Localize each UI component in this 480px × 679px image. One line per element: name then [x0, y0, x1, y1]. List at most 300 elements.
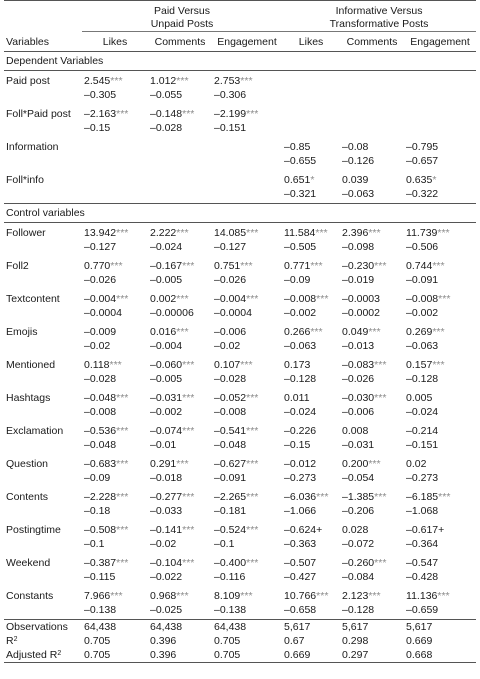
standard-error-cell: –0.321	[284, 188, 317, 200]
standard-error-cell: –1.066	[284, 505, 317, 517]
coefficient-cell	[148, 289, 212, 306]
coefficient-value: 0.016	[150, 326, 177, 338]
coefficient-cell	[340, 421, 404, 438]
significance-stars: ***	[316, 590, 329, 602]
standard-error-cell: –0.002	[284, 307, 317, 319]
coefficient-value: 0.118	[84, 359, 110, 371]
significance-stars: ***	[246, 392, 259, 404]
coefficient-value: –0.141	[150, 524, 183, 536]
coefficient-cell	[340, 104, 404, 121]
significance-stars: *	[432, 174, 437, 186]
footer-value: 0.396	[150, 635, 177, 647]
significance-stars: ***	[374, 359, 387, 371]
standard-error-cell: –0.00006	[150, 307, 194, 319]
coefficient-value: 0.200	[342, 458, 369, 470]
standard-error-cell: –0.151	[214, 122, 247, 134]
variable-name: Information	[6, 141, 59, 153]
significance-stars: ***	[182, 425, 195, 437]
significance-stars: ***	[316, 491, 329, 503]
coefficient-value: –0.624+	[284, 524, 323, 536]
significance-stars: ***	[374, 557, 387, 569]
significance-stars: ***	[368, 326, 381, 338]
variable-name: Contents	[6, 491, 49, 503]
coefficient-value: 2.396	[342, 227, 369, 239]
coefficient-cell	[404, 355, 476, 372]
standard-error-cell: –0.655	[284, 155, 317, 167]
coefficient-value: 0.770	[84, 260, 111, 272]
standard-error-cell: –0.02	[150, 538, 177, 550]
coefficient-value: –0.031	[150, 392, 183, 404]
standard-error-cell: –0.005	[150, 373, 183, 385]
table-row-se	[4, 306, 476, 322]
standard-error-cell: –0.091	[406, 274, 439, 286]
standard-error-cell: –0.18	[84, 505, 111, 517]
table-row-se	[4, 240, 476, 256]
coefficient-value: 1.012	[150, 75, 177, 87]
significance-stars: ***	[116, 491, 129, 503]
table-row-se	[4, 154, 476, 170]
coefficient-cell	[212, 454, 282, 471]
coefficient-value: 11.136	[406, 590, 438, 602]
coefficient-value: –0.617+	[406, 524, 445, 536]
significance-stars: ***	[116, 458, 129, 470]
variable-name: Follower	[6, 227, 46, 239]
coefficient-value: –0.627	[214, 458, 247, 470]
significance-stars: ***	[437, 227, 450, 239]
significance-stars: ***	[246, 491, 259, 503]
table-row	[4, 137, 476, 154]
coefficient-value: –0.074	[150, 425, 183, 437]
table-row	[4, 586, 476, 603]
variable-name: Foll2	[6, 260, 29, 272]
se-label-blank	[4, 471, 82, 487]
coefficient-cell	[212, 553, 282, 570]
coefficient-value: –0.167	[150, 260, 183, 272]
standard-error-cell: –0.091	[214, 472, 247, 484]
coefficient-cell	[82, 322, 148, 339]
standard-error-cell: –0.026	[84, 274, 117, 286]
table-row-se	[4, 88, 476, 104]
variable-name: Hashtags	[6, 392, 51, 404]
footer-row	[4, 648, 476, 663]
footer-label	[4, 620, 82, 635]
coefficient-cell	[340, 322, 404, 339]
coefficient-cell	[148, 104, 212, 121]
standard-error-cell: –0.127	[84, 241, 117, 253]
standard-error-cell	[212, 187, 282, 204]
footer-value: 5,617	[406, 621, 433, 633]
coefficient-cell	[404, 421, 476, 438]
footer-value: 5,617	[284, 621, 311, 633]
coefficient-value: –0.083	[342, 359, 375, 371]
standard-error-cell: –0.002	[150, 406, 183, 418]
standard-error-cell: –0.022	[150, 571, 183, 583]
coefficient-value: 0.291	[150, 458, 177, 470]
standard-error-cell: –0.15	[84, 122, 111, 134]
footer-value: 64,438	[84, 621, 117, 633]
coefficient-value: 2.123	[342, 590, 369, 602]
standard-error-cell: –0.181	[214, 505, 247, 517]
group-header-informative	[282, 1, 476, 32]
standard-error-cell: –0.008	[214, 406, 247, 418]
coefficient-value: 7.966	[84, 590, 111, 602]
coefficient-cell	[148, 520, 212, 537]
coefficient-cell	[148, 137, 212, 154]
standard-error-cell	[282, 121, 340, 137]
standard-error-cell: –0.115	[84, 571, 116, 583]
coefficient-value: –0.009	[84, 326, 117, 338]
coefficient-cell	[212, 223, 282, 241]
significance-stars: ***	[116, 227, 129, 239]
coefficient-cell	[404, 487, 476, 504]
standard-error-cell: –0.028	[214, 373, 247, 385]
table-body	[4, 52, 476, 663]
standard-error-cell	[404, 88, 476, 104]
significance-stars: ***	[316, 293, 329, 305]
coefficient-cell	[404, 223, 476, 241]
coefficient-value: 0.635	[406, 174, 433, 186]
standard-error-cell: –0.013	[342, 340, 375, 352]
significance-stars: ***	[110, 590, 123, 602]
coefficient-cell	[340, 256, 404, 273]
coefficient-cell	[212, 388, 282, 405]
coefficient-value: –0.230	[342, 260, 375, 272]
se-label-blank	[4, 570, 82, 586]
significance-stars: ***	[246, 293, 259, 305]
footer-value: 5,617	[342, 621, 369, 633]
coefficient-value: –0.148	[150, 108, 183, 120]
se-label-blank	[4, 121, 82, 137]
significance-stars: ***	[116, 108, 129, 120]
coefficient-cell	[404, 520, 476, 537]
coefficient-value: 0.269	[406, 326, 433, 338]
coefficient-value: 0.266	[284, 326, 311, 338]
footer-value: 0.67	[284, 635, 305, 647]
coefficient-cell	[340, 520, 404, 537]
coefficient-cell	[282, 421, 340, 438]
significance-stars: ***	[246, 557, 259, 569]
standard-error-cell: –1.068	[406, 505, 439, 517]
standard-error-cell: –0.025	[150, 604, 183, 616]
significance-stars: ***	[182, 491, 195, 503]
significance-stars: ***	[176, 458, 189, 470]
se-label-blank	[4, 306, 82, 322]
coefficient-value: –2.163	[84, 108, 117, 120]
group2-line2: Transformative Posts	[329, 18, 429, 30]
coefficient-value: 0.751	[214, 260, 241, 272]
coefficient-value: 0.028	[342, 524, 369, 536]
significance-stars: ***	[437, 590, 450, 602]
coefficient-value: –0.030	[342, 392, 375, 404]
se-label-blank	[4, 603, 82, 620]
coefficient-cell	[282, 170, 340, 187]
footer-row	[4, 620, 476, 635]
table-row-se	[4, 603, 476, 620]
variable-name: Question	[6, 458, 49, 470]
coefficient-cell	[82, 289, 148, 306]
significance-stars: ***	[438, 491, 451, 503]
significance-stars: ***	[240, 359, 253, 371]
coefficient-cell	[282, 289, 340, 306]
footer-value: 64,438	[150, 621, 183, 633]
significance-stars: ***	[182, 108, 195, 120]
table-row	[4, 355, 476, 372]
table-row-se	[4, 405, 476, 421]
coefficient-cell	[340, 71, 404, 89]
col-header-engagement-1: Engagement	[217, 36, 277, 48]
significance-stars: ***	[310, 260, 323, 272]
significance-stars: ***	[374, 260, 387, 272]
significance-stars: ***	[182, 260, 195, 272]
standard-error-cell: –0.008	[84, 406, 117, 418]
standard-error-cell: –0.206	[342, 505, 375, 517]
coefficient-value: 11.739	[406, 227, 438, 239]
coefficient-cell	[148, 256, 212, 273]
footer-value: 0.705	[84, 635, 111, 647]
coefficient-value: 2.222	[150, 227, 177, 239]
coefficient-value: –0.400	[214, 557, 247, 569]
standard-error-cell: –0.15	[284, 439, 311, 451]
coefficient-cell	[282, 104, 340, 121]
table-row-se	[4, 471, 476, 487]
coefficient-cell	[212, 421, 282, 438]
coefficient-cell	[212, 355, 282, 372]
footer-value: 0.705	[214, 649, 241, 661]
significance-stars: ***	[182, 392, 195, 404]
coefficient-cell	[212, 322, 282, 339]
standard-error-cell: –0.657	[406, 155, 439, 167]
standard-error-cell: –0.09	[84, 472, 111, 484]
standard-error-cell: –0.1	[214, 538, 235, 550]
coefficient-cell	[148, 223, 212, 241]
table-row	[4, 223, 476, 241]
coefficient-cell	[340, 289, 404, 306]
group2-line1: Informative Versus	[335, 5, 423, 17]
significance-stars: ***	[116, 392, 129, 404]
coefficient-value: 0.02	[406, 458, 427, 470]
significance-stars: ***	[240, 260, 253, 272]
footer-value: 0.298	[342, 635, 369, 647]
coefficient-cell	[282, 71, 340, 89]
coefficient-cell	[148, 487, 212, 504]
coefficient-value: –0.104	[150, 557, 183, 569]
coefficient-value: –0.508	[84, 524, 117, 536]
variable-name: Mentioned	[6, 359, 56, 371]
variable-name: Textcontent	[6, 293, 60, 305]
table-row-se	[4, 187, 476, 204]
coefficient-cell	[82, 170, 148, 187]
footer-value: 0.705	[214, 635, 241, 647]
standard-error-cell: –0.128	[342, 604, 375, 616]
coefficient-value: –0.006	[214, 326, 247, 338]
significance-stars: ***	[246, 108, 259, 120]
standard-error-cell: –0.024	[284, 406, 317, 418]
table-row-se	[4, 504, 476, 520]
standard-error-cell: –0.305	[84, 89, 117, 101]
standard-error-cell: –0.273	[284, 472, 317, 484]
coefficient-value: –0.536	[84, 425, 117, 437]
coefficient-cell	[212, 289, 282, 306]
table-row	[4, 104, 476, 121]
significance-stars: ***	[368, 458, 381, 470]
table-row	[4, 553, 476, 570]
standard-error-cell: –0.054	[342, 472, 375, 484]
se-label-blank	[4, 187, 82, 204]
standard-error-cell: –0.024	[150, 241, 183, 253]
standard-error-cell	[404, 121, 476, 137]
coefficient-cell	[148, 355, 212, 372]
coefficient-cell	[340, 223, 404, 241]
table-row-se	[4, 570, 476, 586]
coefficient-cell	[282, 553, 340, 570]
coefficient-cell	[82, 388, 148, 405]
coefficient-value: 2.545	[84, 75, 111, 87]
coefficient-value: –0.547	[406, 557, 439, 569]
coefficient-cell	[148, 388, 212, 405]
regression-table	[4, 0, 476, 663]
footer-value: 0.668	[406, 649, 433, 661]
coefficient-cell	[404, 71, 476, 89]
significance-stars: ***	[432, 326, 445, 338]
coefficient-cell	[148, 553, 212, 570]
coefficient-cell	[212, 137, 282, 154]
coefficient-value: –1.385	[342, 491, 375, 503]
variable-name: Exclamation	[6, 425, 64, 437]
footer-label-text: R	[6, 635, 14, 647]
coefficient-value: 0.008	[342, 425, 369, 437]
coefficient-cell	[212, 586, 282, 603]
footer-label-text: Observations	[6, 621, 68, 633]
standard-error-cell: –0.019	[342, 274, 375, 286]
se-label-blank	[4, 273, 82, 289]
standard-error-cell: –0.033	[150, 505, 183, 517]
variable-name: Postingtime	[6, 524, 61, 536]
footer-value: 0.669	[406, 635, 433, 647]
se-label-blank	[4, 504, 82, 520]
standard-error-cell: –0.363	[284, 538, 317, 550]
standard-error-cell: –0.505	[284, 241, 317, 253]
significance-stars: ***	[374, 392, 387, 404]
coefficient-cell	[212, 170, 282, 187]
footer-value: 0.705	[84, 649, 111, 661]
variables-header: Variables	[6, 35, 49, 48]
table-row-se	[4, 537, 476, 553]
table-row	[4, 388, 476, 405]
standard-error-cell: –0.028	[150, 122, 183, 134]
coefficient-cell	[212, 104, 282, 121]
standard-error-cell: –0.026	[214, 274, 247, 286]
coefficient-value: –6.185	[406, 491, 439, 503]
table-row-se	[4, 121, 476, 137]
standard-error-cell: –0.048	[214, 439, 247, 451]
coefficient-value: –0.387	[84, 557, 117, 569]
table-row	[4, 454, 476, 471]
coefficient-value: 0.049	[342, 326, 369, 338]
group-header-paid	[82, 1, 282, 32]
coefficient-cell	[282, 137, 340, 154]
standard-error-cell: –0.024	[406, 406, 439, 418]
significance-stars: ***	[116, 557, 129, 569]
standard-error-cell: –0.116	[214, 571, 246, 583]
standard-error-cell: –0.072	[342, 538, 375, 550]
column-header-row	[4, 32, 476, 52]
significance-stars: ***	[176, 590, 189, 602]
coefficient-cell	[82, 223, 148, 241]
standard-error-cell	[282, 88, 340, 104]
standard-error-cell: –0.028	[84, 373, 117, 385]
coefficient-cell	[404, 289, 476, 306]
significance-stars: ***	[116, 524, 129, 536]
significance-stars: ***	[110, 260, 123, 272]
coefficient-value: 0.002	[150, 293, 177, 305]
coefficient-value: –6.036	[284, 491, 317, 503]
coefficient-cell	[82, 421, 148, 438]
se-label-blank	[4, 537, 82, 553]
coefficient-value: 8.109	[214, 590, 241, 602]
coefficient-cell	[282, 454, 340, 471]
standard-error-cell: –0.322	[406, 188, 439, 200]
coefficient-value: –0.004	[214, 293, 247, 305]
significance-stars: ***	[176, 227, 189, 239]
group1-line2: Unpaid Posts	[150, 18, 214, 30]
table-row	[4, 322, 476, 339]
standard-error-cell: –0.128	[406, 373, 439, 385]
coefficient-value: –0.277	[150, 491, 183, 503]
col-header-likes-2: Likes	[298, 36, 324, 48]
standard-error-cell: –0.002	[406, 307, 439, 319]
coefficient-value: 0.005	[406, 392, 433, 404]
significance-stars: ***	[438, 293, 451, 305]
variable-name: Foll*info	[6, 174, 44, 186]
coefficient-cell	[282, 355, 340, 372]
significance-stars: ***	[310, 326, 323, 338]
standard-error-cell	[82, 154, 148, 170]
se-label-blank	[4, 88, 82, 104]
col-header-engagement-2: Engagement	[410, 36, 470, 48]
coefficient-cell	[148, 586, 212, 603]
coefficient-cell	[82, 454, 148, 471]
significance-stars: ***	[374, 491, 387, 503]
coefficient-cell	[340, 355, 404, 372]
standard-error-cell: –0.0004	[84, 307, 122, 319]
section-dependent-label: Dependent Variables	[6, 55, 104, 67]
standard-error-cell: –0.151	[406, 439, 439, 451]
coefficient-value: –0.048	[84, 392, 117, 404]
standard-error-cell	[82, 187, 148, 204]
coefficient-cell	[282, 388, 340, 405]
coefficient-value: –2.265	[214, 491, 247, 503]
coefficient-cell	[148, 170, 212, 187]
footer-value: 64,438	[214, 621, 247, 633]
significance-stars: ***	[116, 293, 129, 305]
footer-label-superscript: 2	[57, 650, 62, 657]
significance-stars: ***	[240, 590, 253, 602]
coefficient-value: –0.08	[342, 141, 369, 153]
coefficient-value: 0.157	[406, 359, 433, 371]
standard-error-cell	[340, 88, 404, 104]
coefficient-value: –0.008	[284, 293, 317, 305]
variable-name: Constants	[6, 590, 54, 602]
significance-stars: ***	[432, 359, 445, 371]
table-row	[4, 256, 476, 273]
significance-stars: ***	[240, 75, 253, 87]
variable-name: Paid post	[6, 75, 50, 87]
coefficient-value: 0.011	[284, 392, 310, 404]
se-label-blank	[4, 154, 82, 170]
coefficient-value: –0.008	[406, 293, 439, 305]
standard-error-cell: –0.01	[150, 439, 177, 451]
significance-stars: ***	[109, 359, 122, 371]
